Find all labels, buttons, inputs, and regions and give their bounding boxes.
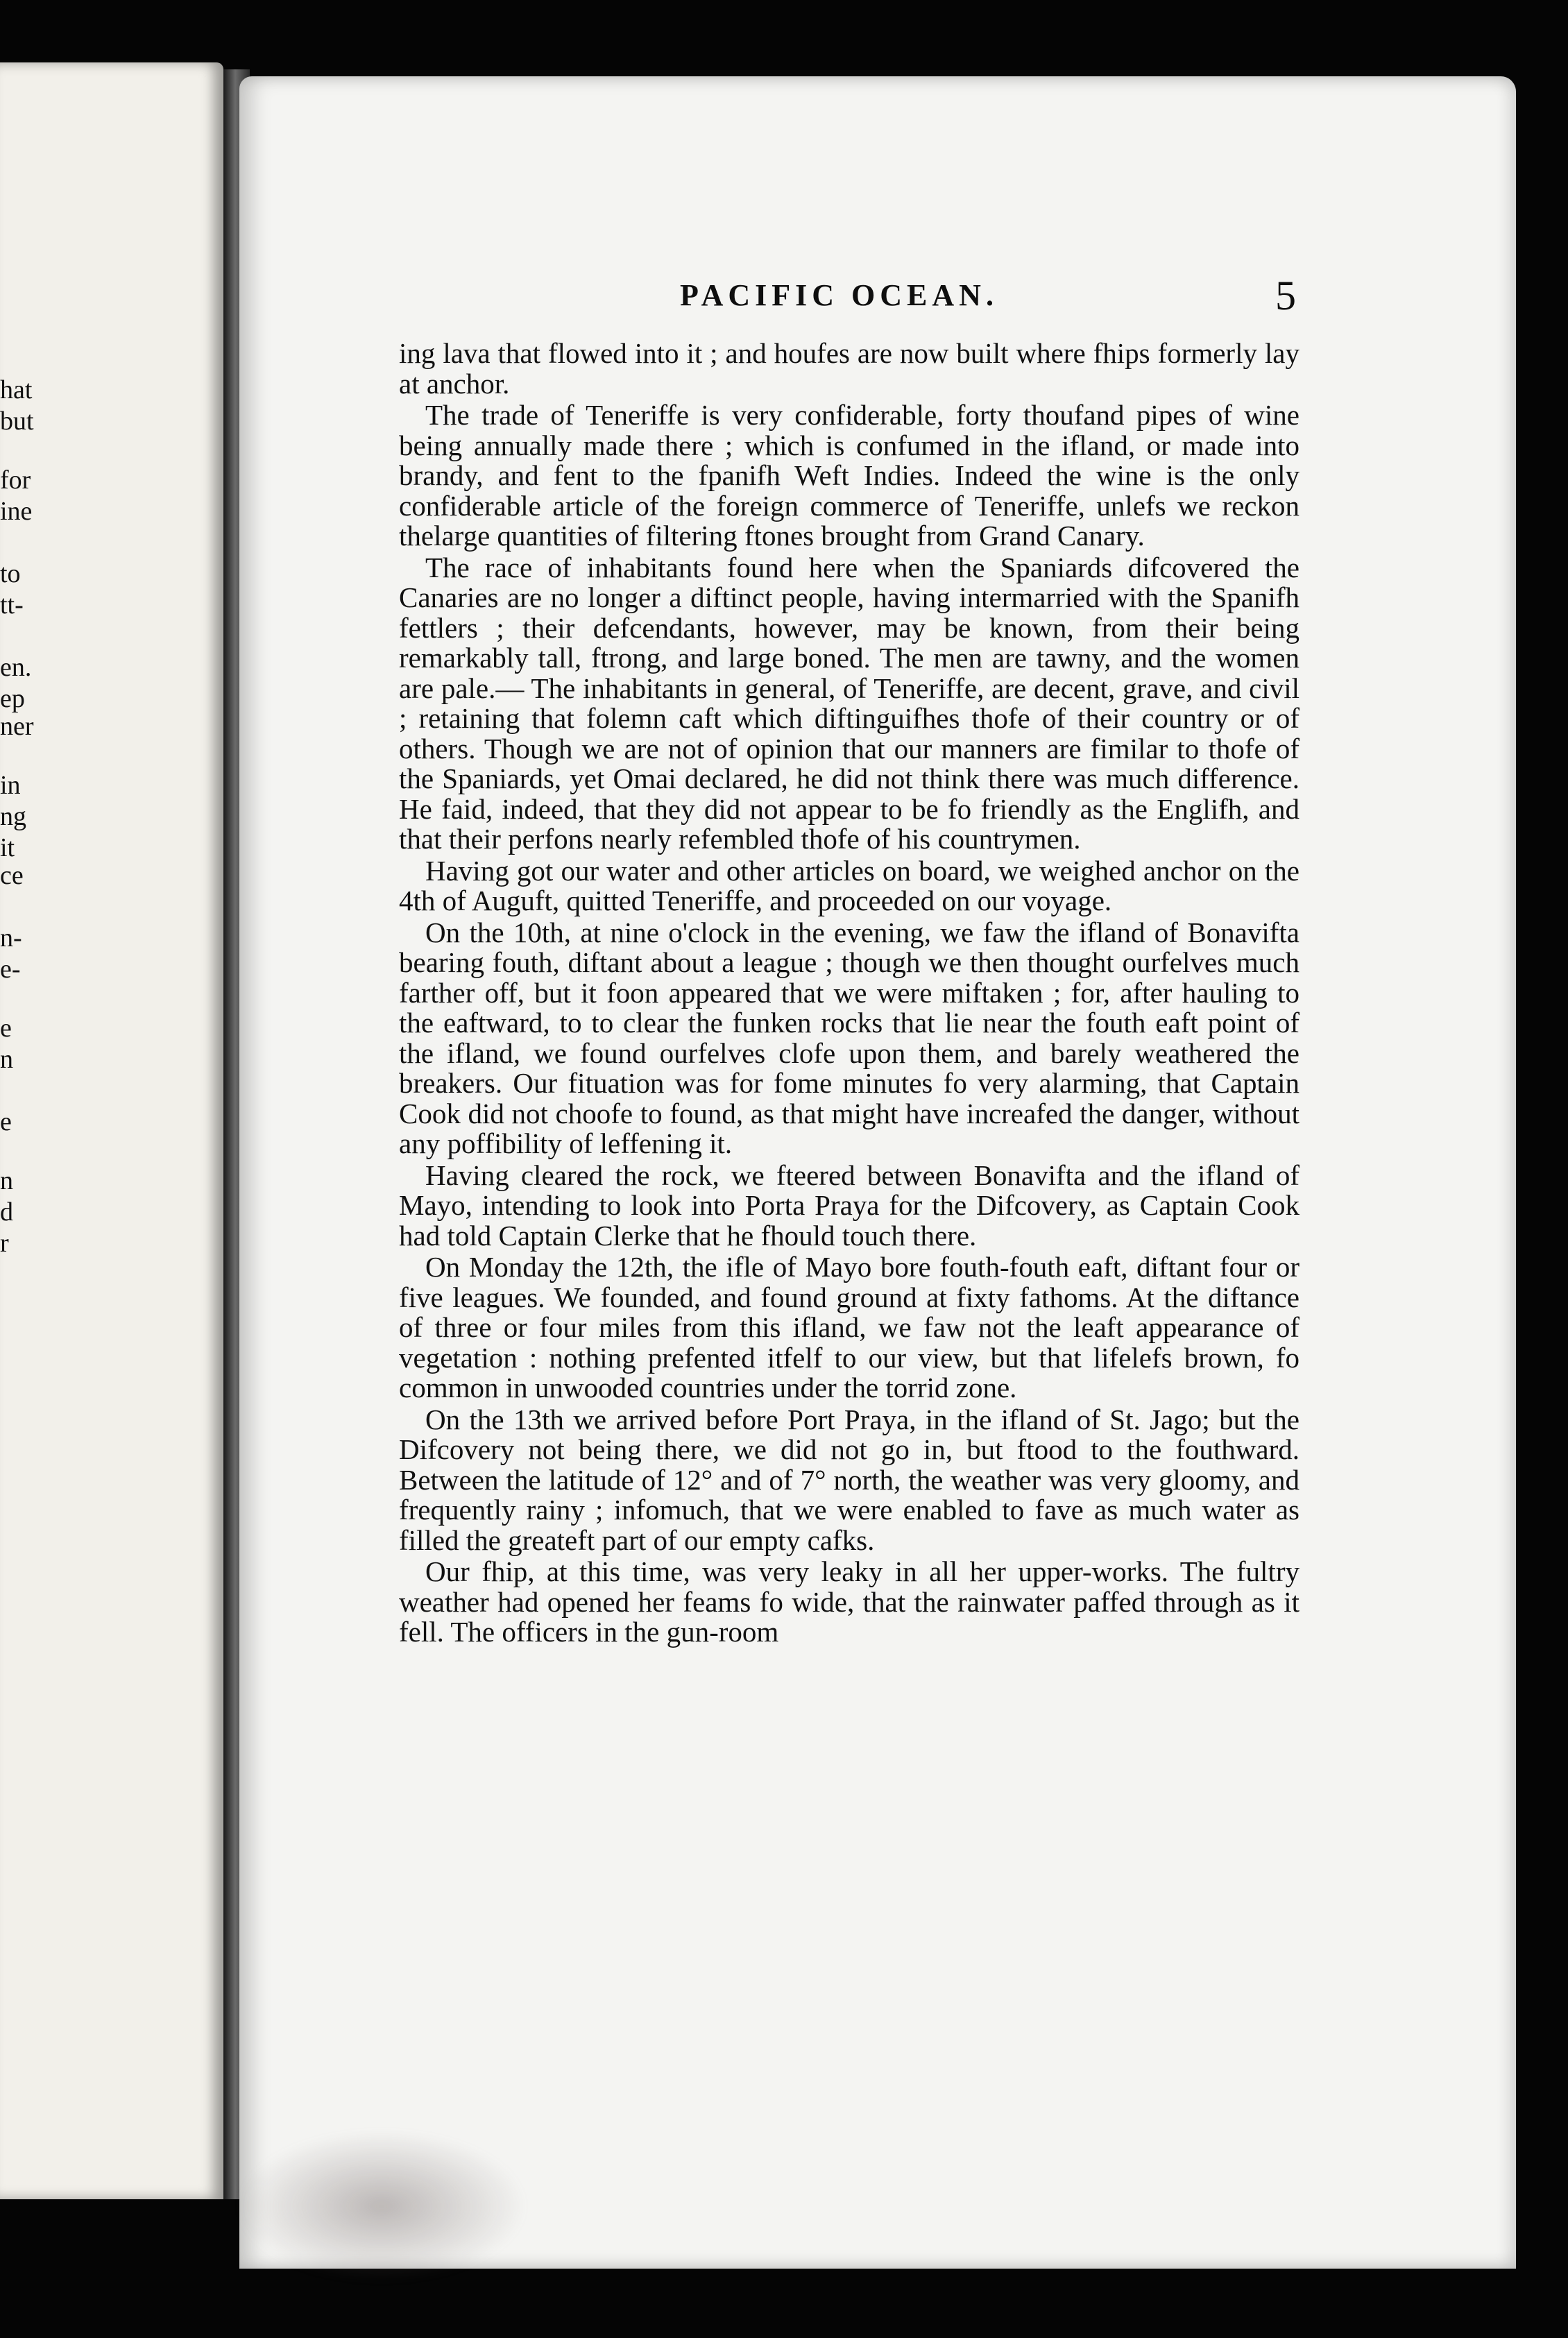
- left-fragment: en.: [0, 653, 32, 682]
- left-fragment: for: [0, 466, 31, 495]
- left-fragment: ine: [0, 497, 33, 526]
- left-fragment: e-: [0, 955, 21, 984]
- left-fragment: hat: [0, 375, 33, 404]
- paragraph: On Monday the 12th, the ifle of Mayo bore fouth-fouth eaft, diftant four or five leagues. We founded, and found ground at fixty fathoms. At the diftance of three or four miles from this ifland, we faw not the leaft appearance of vegetation : nothing prefented itfelf to our view, but that lifelefs brown, fo common in unwooded countries under the torrid zone.: [399, 1251, 1299, 1403]
- left-fragment: n-: [0, 923, 22, 953]
- left-fragment: but: [0, 407, 34, 436]
- body-text: [399, 339, 1299, 1648]
- left-page: [0, 62, 223, 2199]
- page-number: 5: [1275, 273, 1296, 318]
- left-fragment: n: [0, 1045, 13, 1074]
- paragraph: On the 13th we arrived before Port Praya, in the ifland of St. Jago; but the Difcovery not being there, we did not go in, but ftood to the fouthward. Between the latitude of 12° and of 7° north, the weather was very gloomy, and frequently rainy ; infomuch, that we were enabled to fave as much water as filled the greateft part of our empty cafks.: [399, 1403, 1299, 1556]
- left-fragment: it: [0, 833, 15, 862]
- left-fragment: e: [0, 1107, 12, 1136]
- left-fragment: in: [0, 771, 21, 800]
- paragraph: ing lava that flowed into it ; and houfes are now built where fhips formerly lay at anchor.: [399, 337, 1299, 400]
- paragraph: Having got our water and other articles on board, we weighed anchor on the 4th of Auguft, quitted Teneriffe, and proceeded on our voyage.: [399, 854, 1299, 916]
- left-fragment: d: [0, 1197, 13, 1227]
- paragraph: Our fhip, at this time, was very leaky in all her upper-works. The fultry weather had opened her feams fo wide, that the rainwater paffed through as it fell. The officers in the gun-room: [399, 1555, 1299, 1648]
- running-head: PACIFIC OCEAN.: [680, 278, 998, 312]
- page-stain: [236, 2130, 527, 2282]
- left-fragment: ep: [0, 684, 25, 713]
- left-fragment: r: [0, 1229, 9, 1258]
- paragraph: The race of inhabitants found here when the Spaniards difcovered the Canaries are no longer a diftinct people, having intermarried with the Spanifh fettlers ; their defcendants, however, may be known, from their being remarkably tall, ftrong, and large boned. The men are tawny, and the women are pale.— The inhabitants in general, of Teneriffe, are decent, grave, and civil ; retaining that folemn caft which diftinguifhes thofe of their country or of others. Though we are not of opinion that our manners are fimilar to thofe of the Spaniards, yet Omai declared, he did not think there was much difference. He faid, indeed, that they did not appear to be fo friendly as the Englifh, and that their perfons nearly refembled thofe of his countrymen.: [399, 551, 1299, 855]
- left-fragment: to: [0, 559, 21, 588]
- paragraph: The trade of Teneriffe is very confiderable, forty thoufand pipes of wine being annually made there ; which is confumed in the ifland, or made into brandy, and fent to the fpanifh Weft Indies. Indeed the wine is the only confiderable article of the foreign commerce of Teneriffe, unlefs we reckon thelarge quantities of filtering ftones brought from Grand Canary.: [399, 399, 1299, 552]
- left-fragment: n: [0, 1166, 13, 1195]
- left-fragment: ner: [0, 712, 34, 741]
- paragraph: Having cleared the rock, we fteered between Bonavifta and the ifland of Mayo, intending to look into Porta Praya for the Difcovery, as Captain Cook had told Captain Clerke that he fhould touch there.: [399, 1159, 1299, 1252]
- left-fragment: tt-: [0, 590, 24, 620]
- left-fragment: e: [0, 1014, 12, 1043]
- left-fragment: ng: [0, 802, 26, 831]
- paragraph: On the 10th, at nine o'clock in the evening, we faw the ifland of Bonavifta bearing fouth, diftant about a league ; though we then thought ourfelves much farther off, but it foon appeared that we were miftaken ; for, after hauling to the eaftward, to to clear the funken rocks that lie near the fouth eaft point of the ifland, we found ourfelves clofe upon them, and barely weathered the breakers. Our fituation was for fome minutes fo very alarming, that Captain Cook did not choofe to found, as that might have increafed the danger, without any poffibility of leffening it.: [399, 916, 1299, 1159]
- left-fragment: ce: [0, 861, 24, 890]
